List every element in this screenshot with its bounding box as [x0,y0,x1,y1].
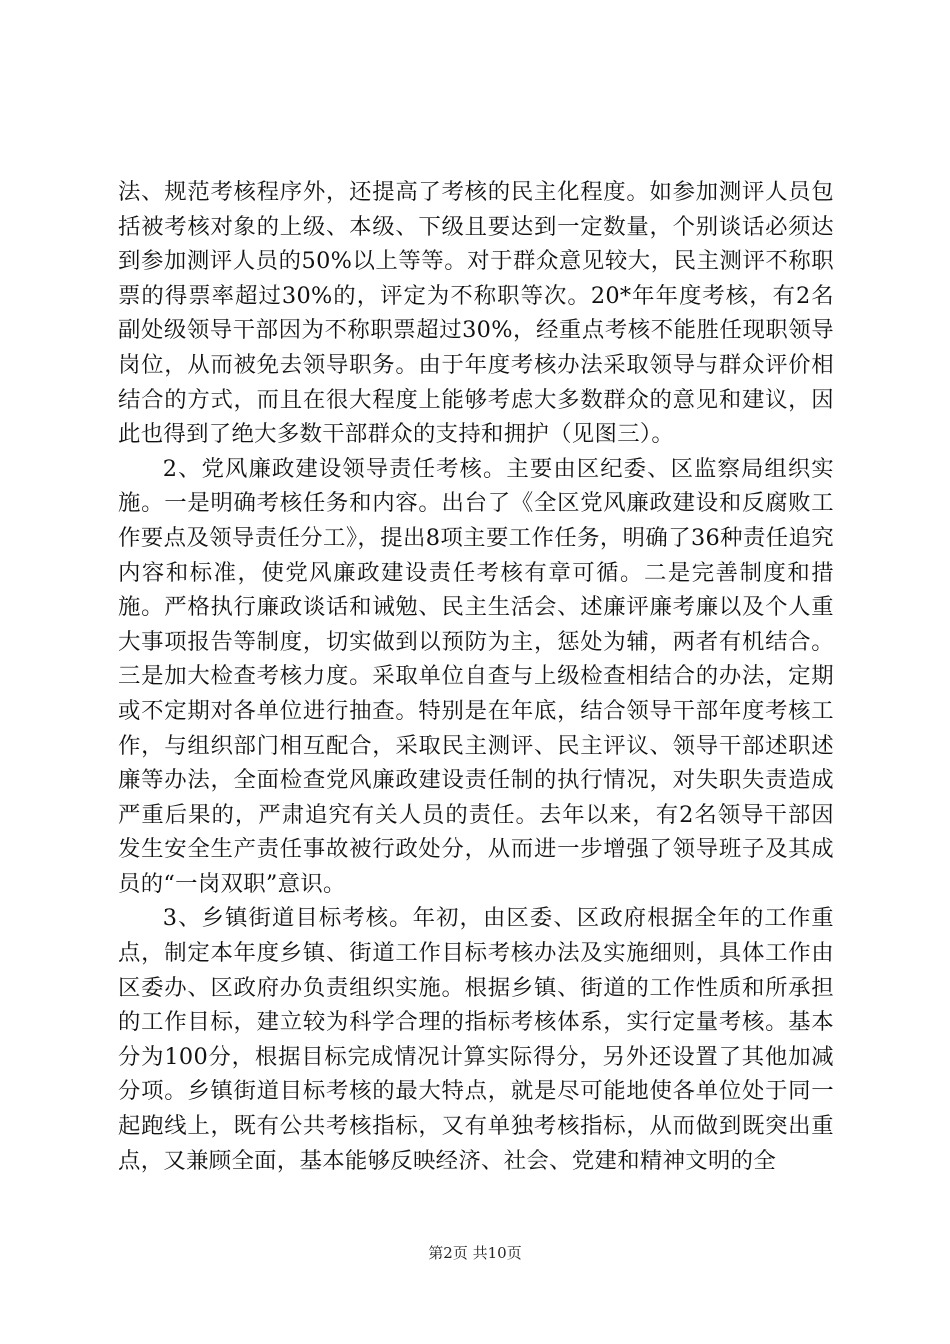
paragraph-section-2: 2、党风廉政建设领导责任考核。主要由区纪委、区监察局组织实施。一是明确考核任务和内容。出台了《全区党风廉政建设和反腐败工作要点及领导责任分工》，提出8项主要工作任务，明确了36种责任追究内容和标准，使党风廉政建设责任考核有章可循。二是完善制度和措施。严格执行廉政谈话和诫勉、民主生活会、述廉评廉考廉以及个人重大事项报告等制度，切实做到以预防为主，惩处为辅，两者有机结合。三是加大检查考核力度。采取单位自查与上级检查相结合的办法，定期或不定期对各单位进行抽查。特别是在年底，结合领导干部年度考核工作，与组织部门相互配合，采取民主测评、民主评议、领导干部述职述廉等办法，全面检查党风廉政建设责任制的执行情况，对失职失责造成严重后果的，严肃追究有关人员的责任。去年以来，有2名领导干部因发生安全生产责任事故被行政处分，从而进一步增强了领导班子及其成员的“一岗双职”意识。 [118,455,834,897]
paragraph-section-3: 3、乡镇街道目标考核。年初，由区委、区政府根据全年的工作重点，制定本年度乡镇、街道工作目标考核办法及实施细则，具体工作由区委办、区政府办负责组织实施。根据乡镇、街道的工作性质和所承担的工作目标，建立较为科学合理的指标考核体系，实行定量考核。基本分为100分，根据目标完成情况计算实际得分，另外还设置了其他加减分项。乡镇街道目标考核的最大特点，就是尽可能地使各单位处于同一起跑线上，既有公共考核指标，又有单独考核指标，从而做到既突出重点，又兼顾全面，基本能够反映经济、社会、党建和精神文明的全 [118,905,834,1174]
page-number-footer: 第2页 共10页 [428,1244,522,1262]
document-body [118,175,834,1178]
paragraph-continued: 法、规范考核程序外，还提高了考核的民主化程度。如参加测评人员包括被考核对象的上级、本级、下级且要达到一定数量，个别谈话必须达到参加测评人员的50%以上等等。对于群众意见较大，民主测评不称职票的得票率超过30%的，评定为不称职等次。20*年年度考核，有2名副处级领导干部因为不称职票超过30%，经重点考核不能胜任现职领导岗位，从而被免去领导职务。由于年度考核办法采取领导与群众评价相结合的方式，而且在很大程度上能够考虑大多数群众的意见和建议，因此也得到了绝大多数干部群众的支持和拥护（见图三）。 [118,179,834,448]
